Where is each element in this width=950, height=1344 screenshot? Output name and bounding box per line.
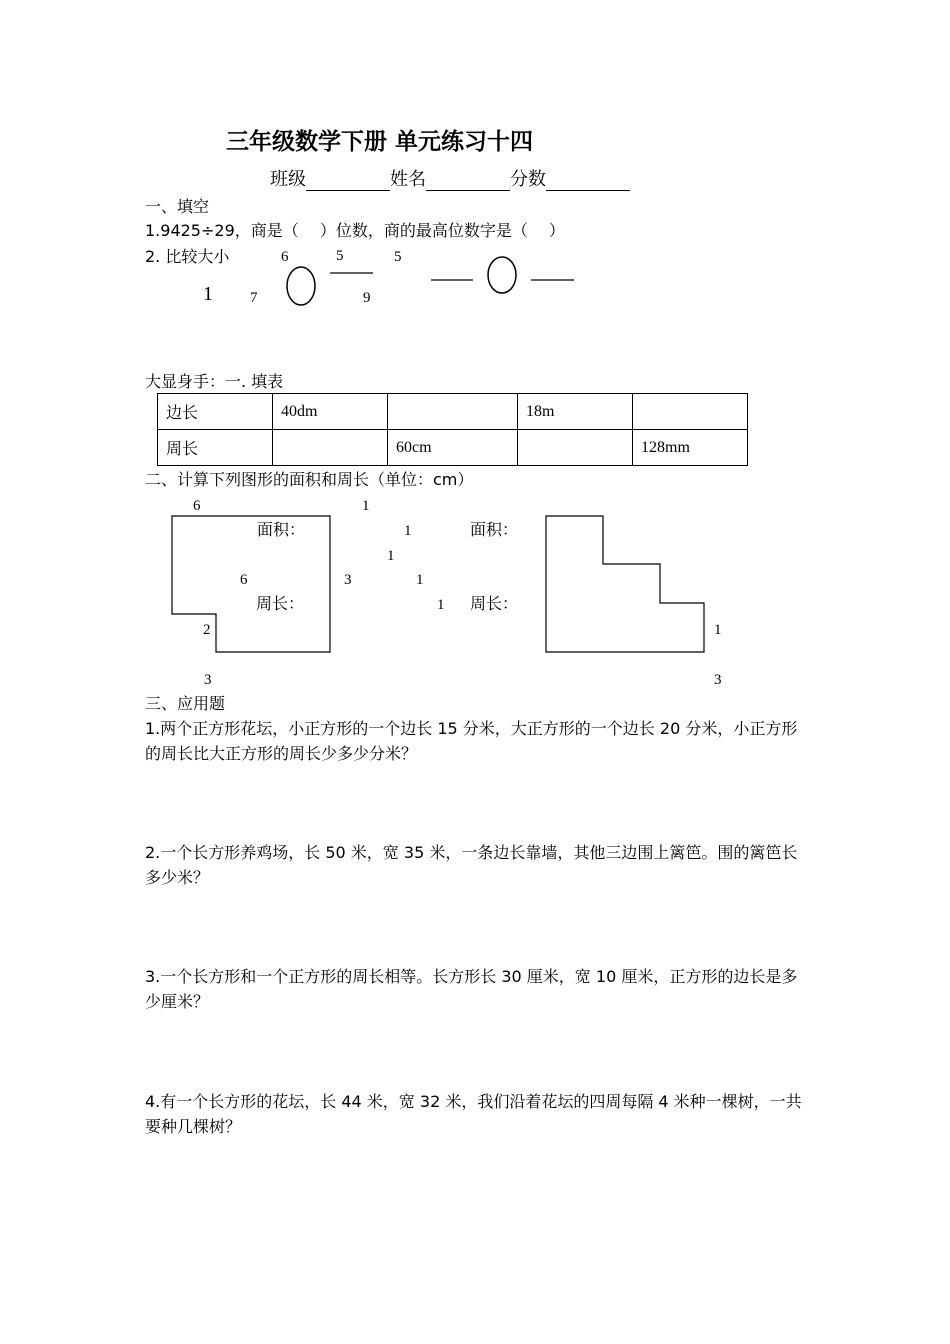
compare-number: 7 [250, 290, 258, 306]
fig-dim: 1 [416, 572, 424, 588]
question-1: 1.9425÷29，商是（ ）位数，商的最高位数字是（ ） [145, 221, 565, 240]
fig1-area-label: 面积： [257, 520, 306, 539]
fig-dim: 1 [362, 498, 370, 514]
word-problem-4-line1: 4.有一个长方形的花坛，长 44 米，宽 32 米，我们沿着花坛的四周每隔 4 米种一棵树，一共 [145, 1092, 802, 1111]
fig2-bottom-dim: 3 [714, 672, 722, 688]
compare-number: 1 [203, 283, 213, 305]
table-cell[interactable]: 18m [518, 394, 633, 430]
compare-number: 9 [363, 290, 371, 306]
word-problem-3-line2: 少厘米？ [145, 992, 210, 1011]
class-label: 班级 [270, 169, 306, 190]
fig1-perimeter-label: 周长： [256, 594, 305, 613]
figure-1-shape [172, 516, 330, 652]
compare-number: 5 [336, 248, 344, 264]
fig-dim: 1 [387, 548, 395, 564]
table-cell: 边长 [158, 394, 273, 430]
fig1-mid-dim: 6 [240, 572, 248, 588]
fig1-top-dim: 6 [193, 498, 201, 514]
word-problem-3-line1: 3.一个长方形和一个正方形的周长相等。长方形长 30 厘米，宽 10 厘米，正方形的边长是多 [145, 967, 798, 986]
section3-heading: 三、应用题 [145, 694, 226, 713]
word-problem-2-line2: 多少米？ [145, 868, 210, 887]
score-label: 分数 [510, 169, 546, 190]
fig-dim: 1 [404, 523, 412, 539]
compare-number: 6 [281, 249, 289, 265]
table-cell[interactable]: 60cm [388, 430, 518, 466]
fig2-right-dim: 1 [714, 622, 722, 638]
section2-heading: 二、计算下列图形的面积和周长（单位：cm） [145, 470, 474, 489]
fig2-area-label: 面积： [470, 520, 519, 539]
name-label: 姓名 [390, 169, 426, 190]
word-problem-1-line2: 的周长比大正方形的周长少多少分米？ [145, 744, 418, 763]
word-problem-2-line1: 2.一个长方形养鸡场，长 50 米，宽 35 米，一条边长靠墙，其他三边围上篱笆。围的篱笆长 [145, 843, 798, 862]
table-cell: 周长 [158, 430, 273, 466]
fig1-bottom-dim: 3 [204, 672, 212, 688]
question-2-label: 2. 比较大小 [145, 247, 230, 266]
fig-dim: 1 [437, 597, 445, 613]
page-title: 三年级数学下册 单元练习十四 [226, 129, 534, 155]
fig1-notch-dim: 2 [203, 622, 211, 638]
compare-number: 5 [394, 249, 402, 265]
table-cell[interactable]: 128mm [633, 430, 748, 466]
section1-heading: 一、填空 [145, 197, 210, 216]
word-problem-1-line1: 1.两个正方形花坛，小正方形的一个边长 15 分米，大正方形的一个边长 20 分米，小正方形 [145, 719, 798, 738]
word-problem-4-line2: 要种几棵树？ [145, 1117, 242, 1136]
fig2-perimeter-label: 周长： [470, 594, 519, 613]
table-cell[interactable]: 40dm [273, 394, 388, 430]
figure-2-shape [546, 516, 704, 652]
fig1-right-dim: 3 [344, 572, 352, 588]
fill-table-heading: 大显身手：一. 填表 [145, 372, 284, 391]
